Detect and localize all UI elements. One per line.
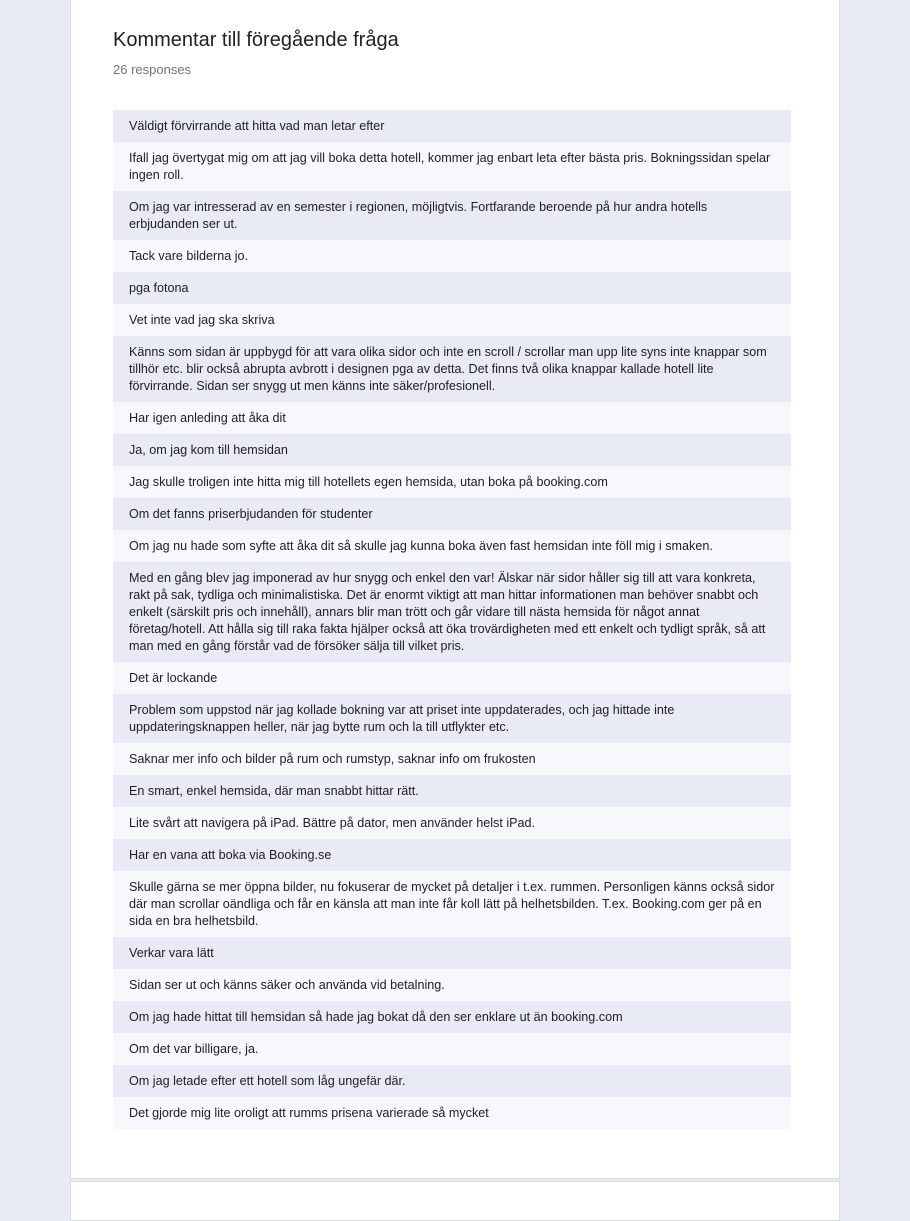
response-item: Väldigt förvirrande att hitta vad man letar efter	[113, 110, 791, 142]
response-item: Skulle gärna se mer öppna bilder, nu fokuserar de mycket på detaljer i t.ex. rummen. Personligen känns också sidor där man scrollar oändliga och får en känsla att man inte får koll lätt på helhetsbilden. T.ex. Booking.com ger på en sida en bra helhetsbild.	[113, 871, 791, 937]
response-item: En smart, enkel hemsida, där man snabbt hittar rätt.	[113, 775, 791, 807]
next-question-card	[70, 1181, 840, 1221]
response-item: Vet inte vad jag ska skriva	[113, 304, 791, 336]
response-item: Om det var billigare, ja.	[113, 1033, 791, 1065]
response-item: Verkar vara lätt	[113, 937, 791, 969]
response-item: Tack vare bilderna jo.	[113, 240, 791, 272]
response-count: 26 responses	[113, 62, 192, 77]
response-item: Om jag nu hade som syfte att åka dit så skulle jag kunna boka även fast hemsidan inte föll mig i smaken.	[113, 530, 791, 562]
response-item: Om jag letade efter ett hotell som låg ungefär där.	[113, 1065, 791, 1097]
response-item: Ifall jag övertygat mig om att jag vill boka detta hotell, kommer jag enbart leta efter bästa pris. Bokningssidan spelar ingen roll.	[113, 142, 791, 191]
response-item: Ja, om jag kom till hemsidan	[113, 434, 791, 466]
response-item: Det gjorde mig lite oroligt att rumms prisena varierade så mycket	[113, 1097, 791, 1129]
question-response-card	[70, 0, 840, 1179]
response-item: Lite svårt att navigera på iPad. Bättre på dator, men använder helst iPad.	[113, 807, 791, 839]
response-item: Med en gång blev jag imponerad av hur snygg och enkel den var! Älskar när sidor håller sig till att vara konkreta, rakt på sak, tydliga och minimalistiska. Det är enormt viktigt att man hittar informationen man behöver snabbt och enkelt (särskilt pris och innehåll), annars blir man trött och går vidare till nästa hemsida för något annat företag/hotell. Att hålla sig till raka fakta hjälper också att öka trovärdigheten med ett enkelt och tydligt språk, så att man med en gång förstår vad de försöker sälja till vilket pris.	[113, 562, 791, 662]
response-item: Problem som uppstod när jag kollade bokning var att priset inte uppdaterades, och jag hittade inte uppdateringsknappen heller, när jag bytte rum och la till utflykter etc.	[113, 694, 791, 743]
response-item: pga fotona	[113, 272, 791, 304]
response-item: Det är lockande	[113, 662, 791, 694]
response-item: Om jag hade hittat till hemsidan så hade jag bokat då den ser enklare ut än booking.com	[113, 1001, 791, 1033]
response-item: Sidan ser ut och känns säker och använda vid betalning.	[113, 969, 791, 1001]
response-item: Har igen anleding att åka dit	[113, 402, 791, 434]
response-item: Om jag var intresserad av en semester i regionen, möjligtvis. Fortfarande beroende på hur andra hotells erbjudanden ser ut.	[113, 191, 791, 240]
response-item: Jag skulle troligen inte hitta mig till hotellets egen hemsida, utan boka på booking.com	[113, 466, 791, 498]
question-title: Kommentar till föregående fråga	[113, 29, 399, 51]
response-item: Känns som sidan är uppbygd för att vara olika sidor och inte en scroll / scrollar man upp lite syns inte knappar som tillhör etc. blir också abrupta avbrott i designen pga av detta. Det finns två olika knappar kallade hotell lite förvirrande. Sidan ser snygg ut men känns inte säker/profesionell.	[113, 336, 791, 402]
response-item: Saknar mer info och bilder på rum och rumstyp, saknar info om frukosten	[113, 743, 791, 775]
response-item: Om det fanns priserbjudanden för studenter	[113, 498, 791, 530]
response-list	[113, 110, 791, 1129]
response-item: Har en vana att boka via Booking.se	[113, 839, 791, 871]
